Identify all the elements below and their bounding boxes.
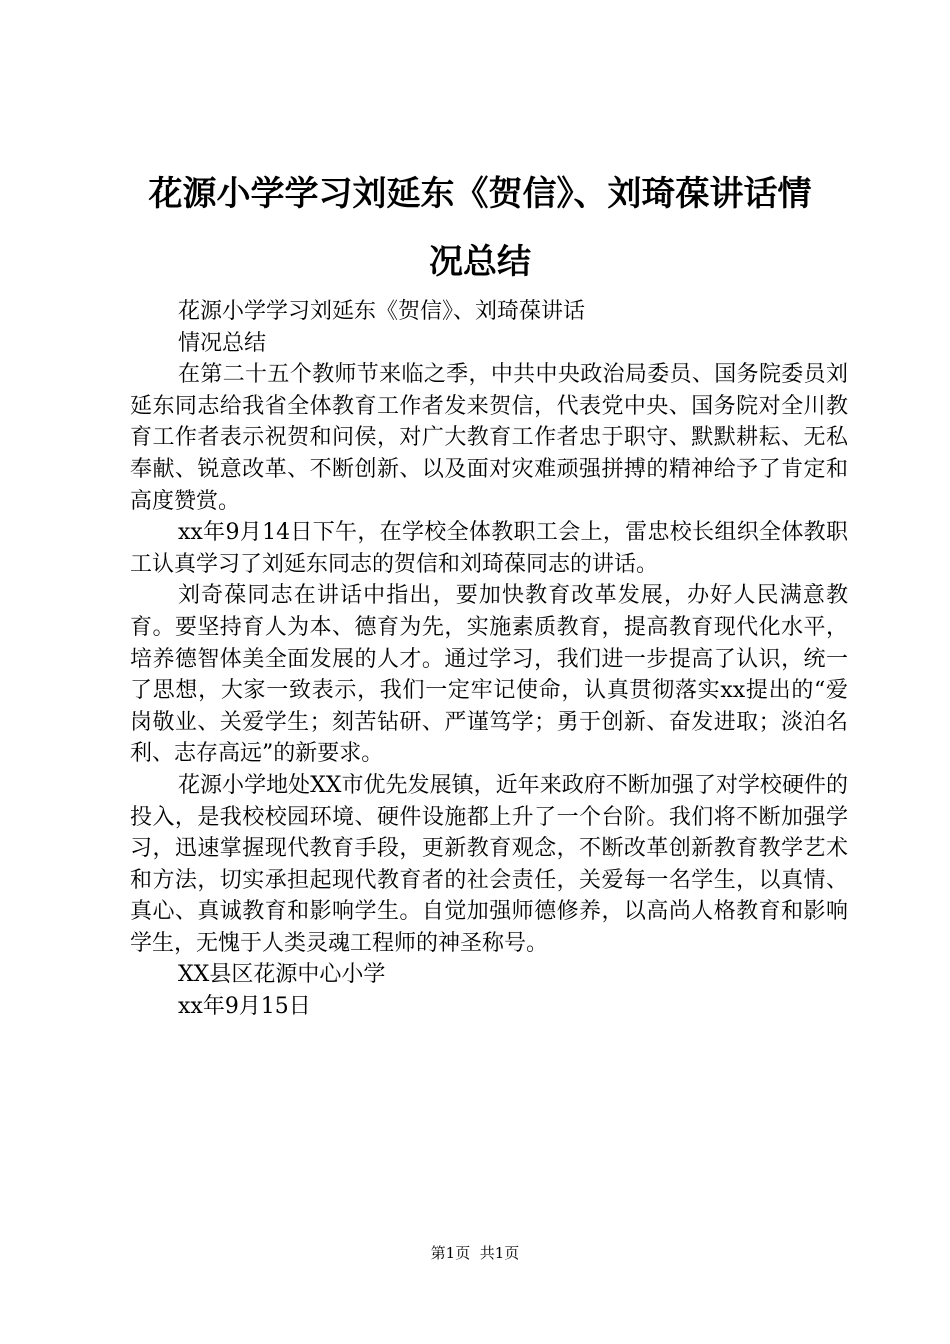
page-title <box>110 160 850 296</box>
document-date: xx年9月15日 <box>178 994 311 1020</box>
subtitle-line-2: 情况总结 <box>178 330 267 356</box>
document-body <box>130 296 848 1023</box>
title-line-1: 花源小学学习刘延东《贺信》、刘琦葆讲话情 <box>148 174 812 214</box>
signature: XX县区花源中心小学 <box>178 962 386 988</box>
paragraph-2: xx年9月14日下午，在学校全体教职工会上，雷忠校长组织全体教职工认真学习了刘延东同志的贺信和刘琦葆同志的讲话。 <box>130 520 848 577</box>
page-footer <box>0 1243 950 1263</box>
subtitle-line-1: 花源小学学习刘延东《贺信》、刘琦葆讲话 <box>178 299 586 324</box>
paragraph-4: 花源小学地处XX市优先发展镇，近年来政府不断加强了对学校硬件的投入，是我校校园环境、硬件设施都上升了一个台阶。我们将不断加强学习，迅速掌握现代教育手段，更新教育观念，不断改革创新教育教学艺术和方法，切实承担起现代教育者的社会责任，关爱每一名学生，以真情、真心、真诚教育和影响学生。自觉加强师德修养，以高尚人格教育和影响学生，无愧于人类灵魂工程师的神圣称号。 <box>130 772 848 956</box>
page-number: 第1页 <box>430 1244 471 1262</box>
paragraph-1: 在第二十五个教师节来临之季，中共中央政治局委员、国务院委员刘延东同志给我省全体教育工作者发来贺信，代表党中央、国务院对全川教育工作者表示祝贺和问侯，对广大教育工作者忠于职守、默默耕耘、无私奉献、锐意改革、不断创新、以及面对灾难顽强拼搏的精神给予了肯定和高度赞赏。 <box>130 362 848 514</box>
paragraph-3: 刘奇葆同志在讲话中指出，要加快教育改革发展，办好人民满意教育。要坚持育人为本、德育为先，实施素质教育，提高教育现代化水平，培养德智体美全面发展的人才。通过学习，我们进一步提高了认识，统一了思想，大家一致表示，我们一定牢记使命，认真贯彻落实xx提出的“爱岗敬业、关爱学生；刻苦钻研、严谨笃学；勇于创新、奋发进取；淡泊名利、志存高远”的新要求。 <box>130 583 848 767</box>
page-total: 共1页 <box>479 1244 520 1262</box>
title-line-2: 况总结 <box>429 242 531 282</box>
